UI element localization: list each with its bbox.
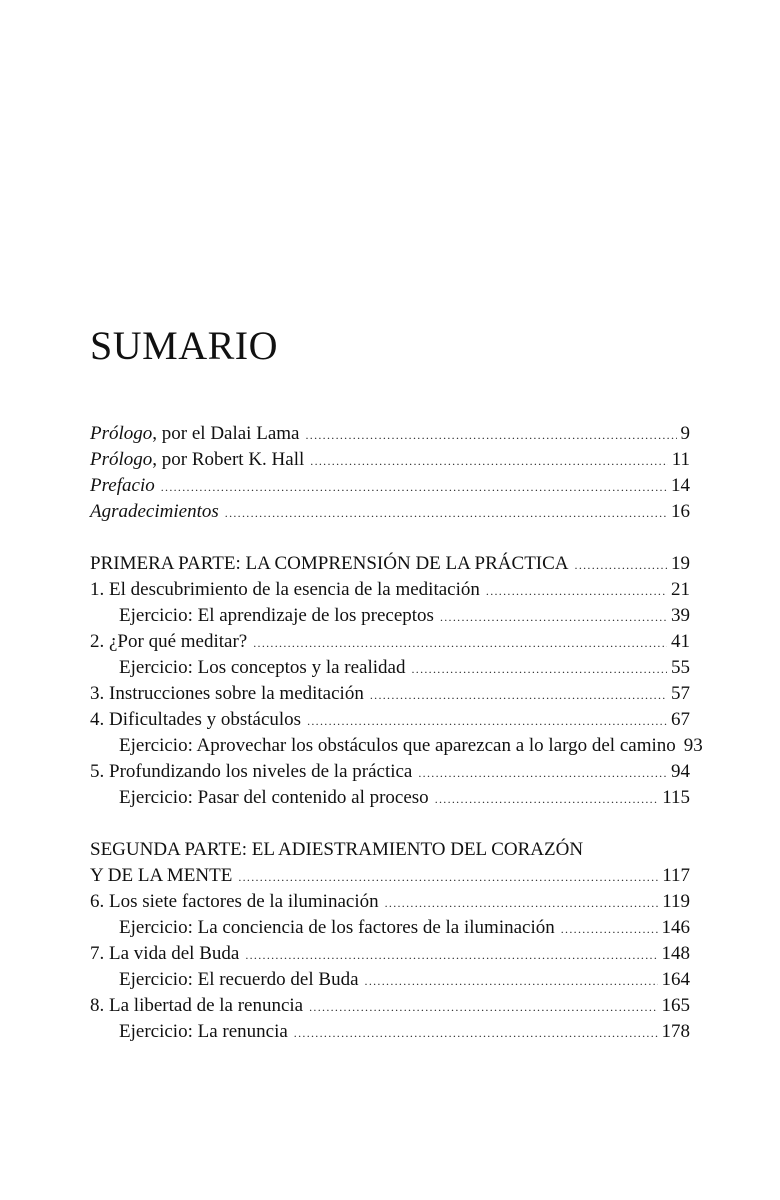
toc-entry-label: Ejercicio: Aprovechar los obstáculos que aparezcan a lo largo del camino (119, 735, 676, 756)
toc-exercise-4[interactable] (90, 733, 703, 759)
toc-entry-label: 1. El descubrimiento de la esencia de la meditación (90, 579, 480, 600)
toc-chapter-8[interactable] (90, 993, 690, 1019)
toc-chapter-3[interactable] (90, 681, 690, 707)
toc-entry-label: Ejercicio: El recuerdo del Buda (119, 969, 359, 990)
toc-exercise-1[interactable] (90, 603, 690, 629)
toc-page-number: 55 (671, 657, 690, 678)
dot-leader (411, 656, 667, 682)
toc-page-number: 94 (671, 761, 690, 782)
toc-page-number: 117 (662, 865, 690, 886)
toc-part-2[interactable] (90, 863, 690, 889)
toc-entry-label: 7. La vida del Buda (90, 943, 240, 964)
toc-part-1[interactable] (90, 551, 690, 577)
toc-page-number: 16 (671, 501, 690, 522)
toc-entry-label: 6. Los siete factores de la iluminación (90, 891, 379, 912)
toc-chapter-5[interactable] (90, 759, 690, 785)
toc-entry-prefacio[interactable] (90, 473, 690, 499)
toc-page-number: 164 (661, 969, 690, 990)
toc-exercise-5[interactable] (90, 785, 690, 811)
toc-page-number: 9 (680, 423, 690, 444)
dot-leader (305, 422, 676, 448)
page-title: SUMARIO (90, 323, 278, 368)
toc-entry-label: Ejercicio: La renuncia (119, 1021, 288, 1042)
toc-entry-label: Ejercicio: Pasar del contenido al proceso (119, 787, 429, 808)
dot-leader (575, 552, 667, 578)
toc-entry-label: 3. Instrucciones sobre la meditación (90, 683, 364, 704)
toc-page-number: 39 (671, 605, 690, 626)
toc-entry-label: 5. Profundizando los niveles de la práctica (90, 761, 413, 782)
toc-entry-label: 4. Dificultades y obstáculos (90, 709, 302, 730)
toc-part-title-continued: Y DE LA MENTE (90, 865, 233, 886)
toc-exercise-8[interactable] (90, 1019, 690, 1045)
dot-leader (294, 1020, 658, 1046)
toc-page-number: 165 (661, 995, 690, 1016)
toc-exercise-6[interactable] (90, 915, 690, 941)
toc-page-number: 21 (671, 579, 690, 600)
toc-exercise-7[interactable] (90, 967, 690, 993)
toc-page-number: 11 (671, 449, 690, 470)
table-of-contents (90, 421, 703, 1045)
toc-part-2-title-line-1[interactable] (90, 837, 690, 863)
toc-chapter-1[interactable] (90, 577, 690, 603)
dot-leader (435, 786, 659, 812)
toc-entry-label: 2. ¿Por qué meditar? (90, 631, 248, 652)
dot-leader (365, 968, 658, 994)
toc-chapter-6[interactable] (90, 889, 690, 915)
dot-leader (561, 916, 658, 942)
dot-leader (307, 708, 667, 734)
toc-exercise-2[interactable] (90, 655, 690, 681)
toc-part-title: PRIMERA PARTE: LA COMPRENSIÓN DE LA PRÁCTICA (90, 553, 569, 574)
toc-chapter-4[interactable] (90, 707, 690, 733)
toc-page-number: 178 (661, 1021, 690, 1042)
dot-leader (238, 864, 658, 890)
toc-page-number: 19 (671, 553, 690, 574)
dot-leader (310, 448, 667, 474)
dot-leader (225, 500, 667, 526)
dot-leader (245, 942, 657, 968)
dot-leader (440, 604, 667, 630)
dot-leader (370, 682, 667, 708)
toc-page-number: 67 (671, 709, 690, 730)
toc-entry-label: 8. La libertad de la renuncia (90, 995, 304, 1016)
toc-entry-label: Prólogo, por el Dalai Lama (90, 423, 300, 444)
toc-page-number: 93 (683, 735, 703, 756)
toc-entry-label: Ejercicio: El aprendizaje de los preceptos (119, 605, 434, 626)
toc-entry-label: Prólogo, por Robert K. Hall (90, 449, 305, 470)
toc-page-number: 57 (671, 683, 690, 704)
toc-chapter-7[interactable] (90, 941, 690, 967)
toc-page-number: 119 (662, 891, 690, 912)
toc-page-number: 115 (662, 787, 690, 808)
dot-leader (309, 994, 657, 1020)
toc-entry-prologo-robert-hall[interactable] (90, 447, 690, 473)
toc-entry-label: Prefacio (90, 475, 155, 496)
toc-entry-label: Ejercicio: La conciencia de los factores de la iluminación (119, 917, 555, 938)
dot-leader (418, 760, 667, 786)
dot-leader (253, 630, 667, 656)
toc-page-number: 14 (671, 475, 690, 496)
toc-page-number: 148 (661, 943, 690, 964)
dot-leader (161, 474, 667, 500)
toc-chapter-2[interactable] (90, 629, 690, 655)
toc-entry-agradecimientos[interactable] (90, 499, 690, 525)
toc-entry-label: Agradecimientos (90, 501, 219, 522)
toc-entry-prologo-dalai-lama[interactable] (90, 421, 690, 447)
dot-leader (486, 578, 667, 604)
dot-leader (385, 890, 659, 916)
toc-entry-label: Ejercicio: Los conceptos y la realidad (119, 657, 406, 678)
toc-page-number: 146 (661, 917, 690, 938)
toc-page-number: 41 (671, 631, 690, 652)
toc-part-title: SEGUNDA PARTE: EL ADIESTRAMIENTO DEL CORAZÓN (90, 839, 584, 860)
